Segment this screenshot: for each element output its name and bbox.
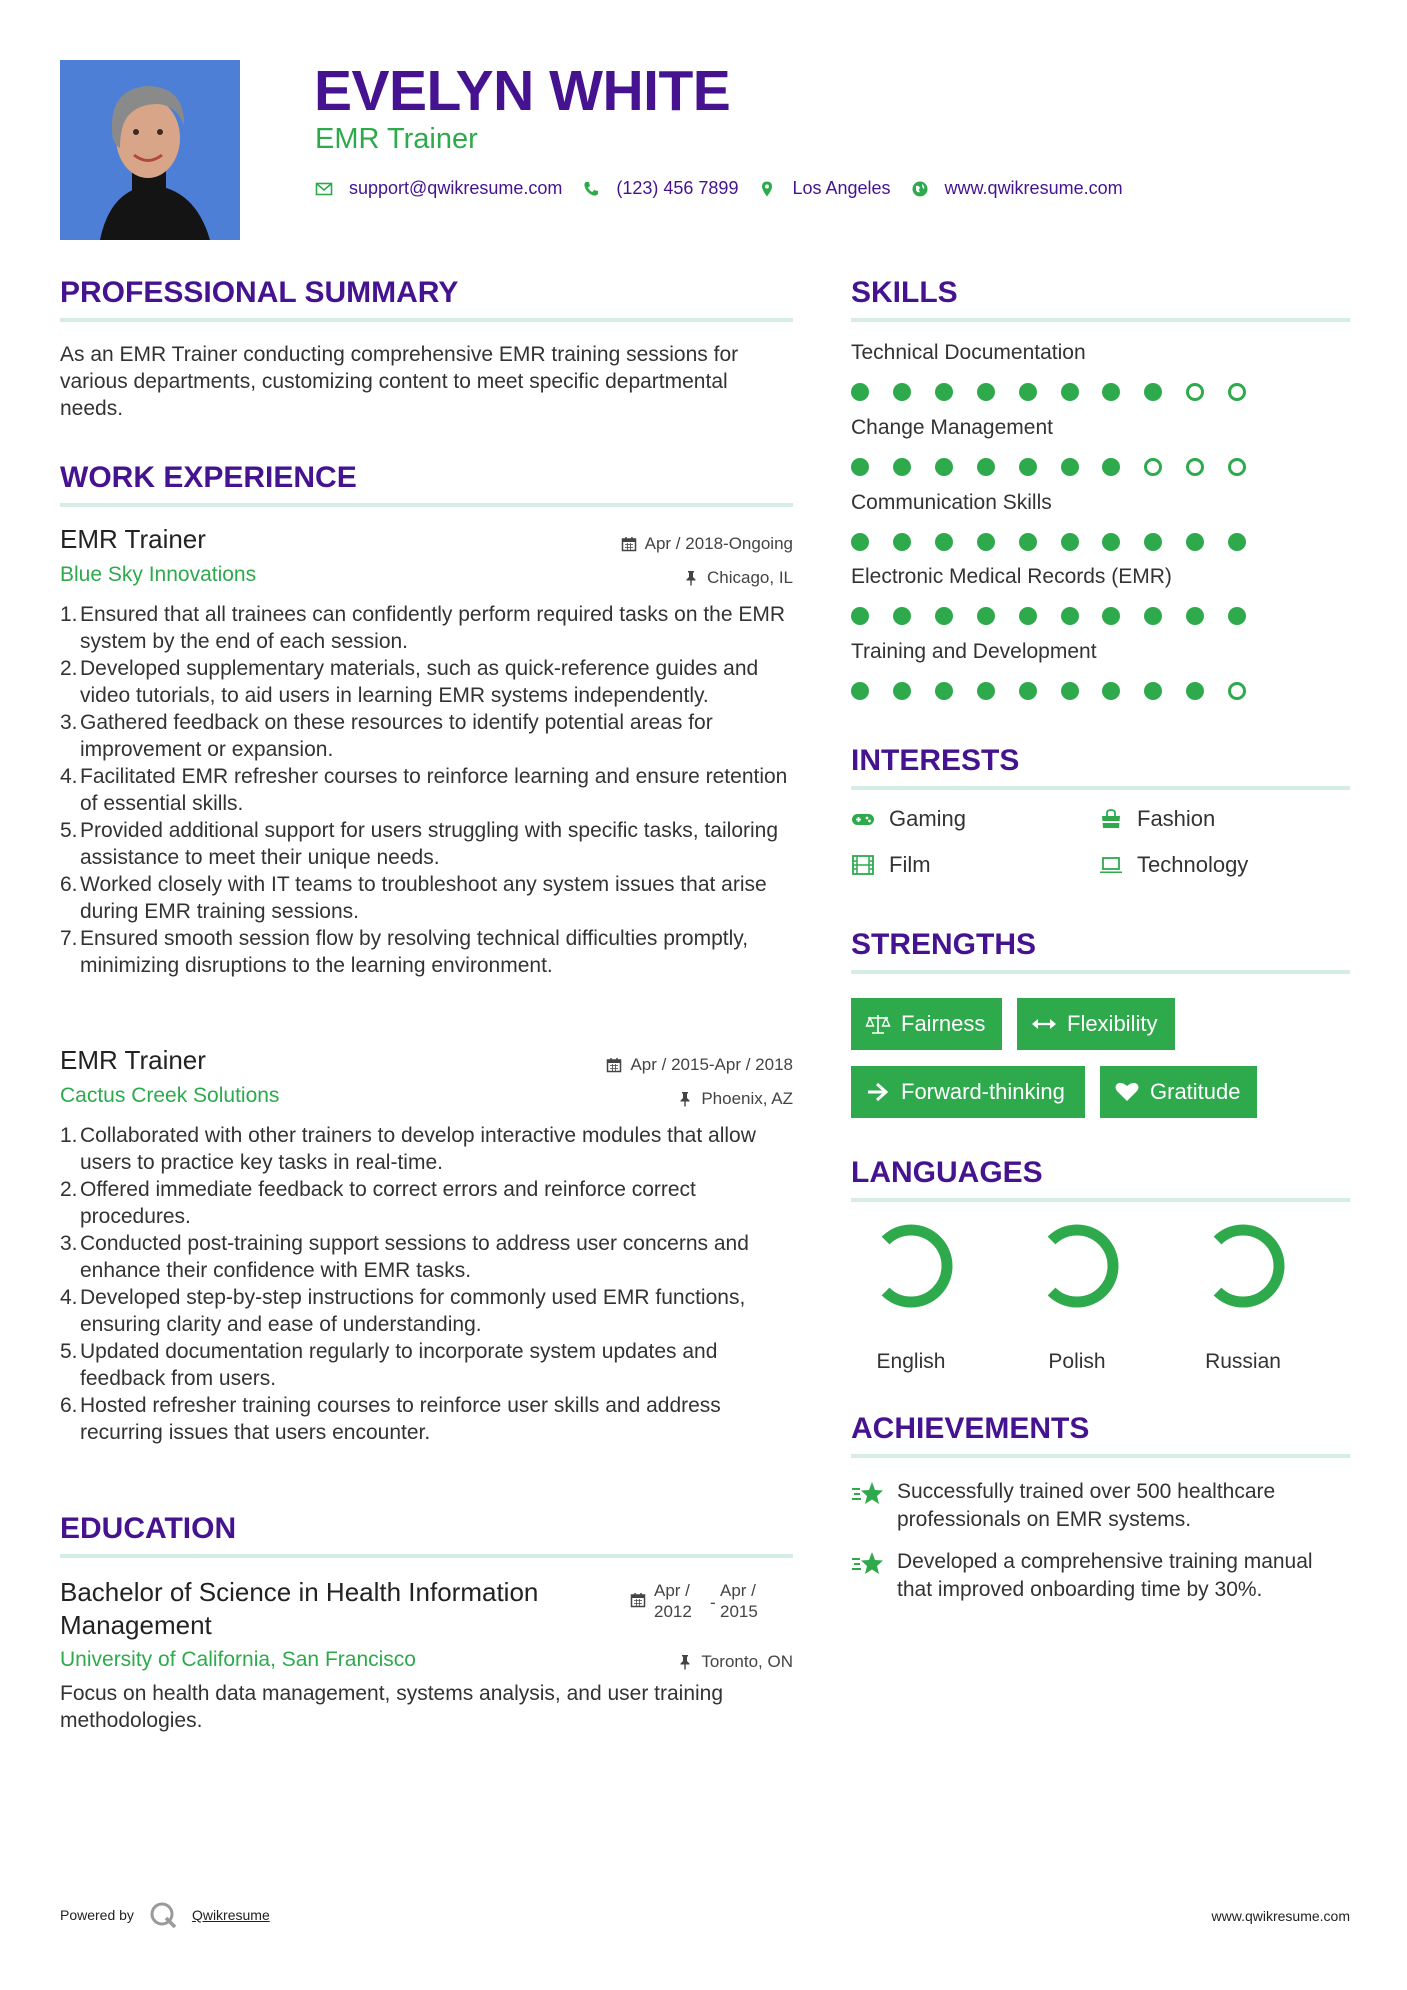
contact-website[interactable]: [911, 178, 1123, 199]
skill-dot-filled: [1019, 533, 1037, 551]
job-location-text: Chicago, IL: [707, 568, 793, 587]
skill-dot-filled: [1019, 458, 1037, 476]
pushpin-icon: [683, 570, 699, 586]
education-end: Apr / 2015: [720, 1581, 758, 1621]
skill-dot-filled: [1061, 682, 1079, 700]
list-item: 4. Developed step-by-step instructions for commonly used EMR functions, ensuring clarity and ease of understanding.: [60, 1286, 746, 1336]
skill-dot-filled: [977, 458, 995, 476]
strength-label: Fairness: [901, 1011, 986, 1036]
phone-icon: [582, 180, 600, 198]
summary-divider: [60, 318, 793, 322]
education-location-text: Toronto, ON: [701, 1652, 793, 1671]
skill-dot-filled: [1061, 533, 1079, 551]
skill-dot-empty: [1228, 682, 1246, 700]
interests-heading: INTERESTS: [851, 744, 1020, 777]
skill-dot-filled: [977, 383, 995, 401]
skill-rating: [851, 607, 1350, 627]
degree-title: Bachelor of Science in Health Information Management: [60, 1577, 539, 1640]
footer-url[interactable]: www.qwikresume.com: [1211, 1908, 1350, 1924]
qwikresume-logo-icon: [148, 1900, 178, 1930]
job-bullets: [60, 601, 793, 979]
skill-dot-filled: [1144, 533, 1162, 551]
job-location-text: Phoenix, AZ: [701, 1089, 793, 1108]
strength-label: Gratitude: [1150, 1079, 1241, 1104]
arrows-horizontal-icon: [1031, 1013, 1057, 1035]
skill-dot-filled: [893, 383, 911, 401]
list-item: 3. Gathered feedback on these resources to identify potential areas for improvement or expansion.: [60, 711, 713, 761]
email-text[interactable]: support@qwikresume.com: [349, 178, 563, 198]
skill-dot-filled: [977, 682, 995, 700]
calendar-icon: [621, 536, 637, 552]
interest-label: Gaming: [889, 806, 967, 831]
skill-dot-empty: [1186, 458, 1204, 476]
star-icon: [851, 1550, 885, 1578]
job-bullets: [60, 1122, 793, 1446]
languages-divider: [851, 1198, 1350, 1202]
job-dates-text: Apr / 2015-Apr / 2018: [630, 1055, 793, 1074]
work-heading: WORK EXPERIENCE: [60, 461, 357, 494]
interest-label: Fashion: [1137, 806, 1216, 831]
job-location: [683, 568, 793, 588]
skill-dot-filled: [935, 533, 953, 551]
skill-name: Technical Documentation: [851, 341, 1086, 364]
skill-name: Training and Development: [851, 640, 1097, 663]
skill-dot-filled: [1228, 533, 1246, 551]
skill-dot-filled: [1061, 458, 1079, 476]
job-title: EMR Trainer: [60, 524, 206, 554]
language-proficiency-ring: [851, 1222, 971, 1342]
skill-dot-filled: [893, 682, 911, 700]
footer-powered-by: [60, 1900, 270, 1930]
skills-divider: [851, 318, 1350, 322]
skill-dot-filled: [851, 458, 869, 476]
list-item: 5. Updated documentation regularly to incorporate system updates and feedback from users.: [60, 1340, 718, 1390]
skill-dot-filled: [893, 458, 911, 476]
contact-location: [758, 178, 890, 199]
strength-badge: [851, 1066, 1085, 1118]
heart-icon: [1114, 1081, 1140, 1103]
list-item: 1. Collaborated with other trainers to develop interactive modules that allow users to practice key tasks in real-time.: [60, 1124, 756, 1174]
achievements-heading: ACHIEVEMENTS: [851, 1412, 1090, 1445]
job-entry: [60, 524, 793, 1014]
interests-list: [851, 806, 1350, 906]
job-company: Blue Sky Innovations: [60, 563, 257, 586]
achievement-text: Successfully trained over 500 healthcare professionals on EMR systems.: [897, 1480, 1276, 1531]
skill-dot-filled: [1186, 607, 1204, 625]
brand-link[interactable]: Qwikresume: [191, 1907, 270, 1923]
language-name: English: [876, 1350, 946, 1373]
skill-dot-filled: [1144, 682, 1162, 700]
calendar-icon: [606, 1057, 622, 1073]
skill-dot-filled: [977, 607, 995, 625]
skill-rating: [851, 533, 1350, 553]
calendar-icon: [630, 1592, 646, 1608]
skills-heading: SKILLS: [851, 276, 958, 309]
skill-dot-filled: [1061, 383, 1079, 401]
skill-rating: [851, 682, 1350, 702]
strength-badge: [1100, 1066, 1257, 1118]
skill-dot-filled: [1019, 682, 1037, 700]
skill-dot-filled: [893, 533, 911, 551]
skill-dot-filled: [851, 682, 869, 700]
strength-label: Flexibility: [1067, 1011, 1158, 1036]
achievements-divider: [851, 1454, 1350, 1458]
list-item: 1. Ensured that all trainees can confidently perform required tasks on the EMR system by the end of each session.: [60, 603, 786, 653]
strength-label: Forward-thinking: [901, 1079, 1065, 1104]
job-title: EMR Trainer: [60, 1045, 206, 1075]
list-item: 2. Offered immediate feedback to correct errors and reinforce correct procedures.: [60, 1178, 696, 1228]
interests-divider: [851, 786, 1350, 790]
education-location: [677, 1652, 793, 1672]
strengths-divider: [851, 970, 1350, 974]
powered-by-text: Powered by: [60, 1907, 134, 1923]
contact-bar: [315, 178, 1143, 199]
summary-text: As an EMR Trainer conducting comprehensive EMR training sessions for various departments, customizing content to meet specific departmental needs.: [60, 343, 739, 420]
skill-dot-filled: [935, 383, 953, 401]
achievement-text: Developed a comprehensive training manual that improved onboarding time by 30%.: [897, 1550, 1313, 1601]
skill-dot-filled: [1102, 458, 1120, 476]
skill-dot-filled: [1186, 533, 1204, 551]
skill-dot-filled: [851, 533, 869, 551]
skill-dot-filled: [1061, 607, 1079, 625]
skill-dot-filled: [935, 682, 953, 700]
pushpin-icon: [677, 1091, 693, 1107]
education-divider: [60, 1554, 793, 1558]
education-dates: Apr / 2012 - Apr / 2015: [630, 1580, 776, 1622]
skill-dot-empty: [1186, 383, 1204, 401]
skill-rating: [851, 458, 1350, 478]
interest-item: [851, 852, 931, 878]
skill-dot-filled: [1144, 607, 1162, 625]
skill-item: [851, 640, 1350, 664]
list-item: 5. Provided additional support for users struggling with specific tasks, tailoring assistance to meet their unique needs.: [60, 819, 779, 869]
phone-text[interactable]: (123) 456 7899: [616, 178, 739, 198]
languages-heading: LANGUAGES: [851, 1156, 1043, 1189]
achievements-list: [851, 1478, 1350, 1658]
skill-dot-filled: [851, 607, 869, 625]
skill-item: [851, 491, 1350, 515]
balance-scale-icon: [865, 1013, 891, 1035]
interest-label: Film: [889, 852, 931, 877]
pushpin-icon: [677, 1654, 693, 1670]
job-location: [677, 1089, 793, 1109]
education-description: Focus on health data management, systems analysis, and user training methodologies.: [60, 1682, 724, 1732]
language-item: [1183, 1222, 1303, 1374]
skill-dot-filled: [1102, 383, 1120, 401]
language-proficiency-ring: [1017, 1222, 1137, 1342]
skill-dot-empty: [1228, 458, 1246, 476]
candidate-title: EMR Trainer: [315, 123, 478, 155]
globe-icon: [911, 180, 929, 198]
skill-dot-filled: [1102, 607, 1120, 625]
shopping-bag-icon: [1099, 808, 1123, 830]
interest-item: [851, 806, 966, 832]
star-icon: [851, 1480, 885, 1508]
interest-label: Technology: [1137, 852, 1249, 877]
skill-dot-filled: [1019, 607, 1037, 625]
skill-dot-filled: [1019, 383, 1037, 401]
job-dates-text: Apr / 2018-Ongoing: [644, 534, 793, 553]
language-item: [1017, 1222, 1137, 1374]
film-icon: [851, 854, 875, 876]
location-text: Los Angeles: [792, 178, 891, 198]
contact-phone[interactable]: [582, 178, 738, 199]
skill-dot-filled: [935, 458, 953, 476]
language-name: Russian: [1205, 1350, 1281, 1373]
laptop-icon: [1099, 854, 1123, 876]
skill-dot-filled: [1186, 682, 1204, 700]
list-item: 6. Worked closely with IT teams to troubleshoot any system issues that arise during EMR training sessions.: [60, 873, 767, 923]
profile-photo: [60, 60, 240, 240]
skill-name: Communication Skills: [851, 491, 1052, 514]
skill-name: Electronic Medical Records (EMR): [851, 565, 1172, 588]
skills-list: [851, 341, 1350, 711]
list-item: 7. Ensured smooth session flow by resolving technical difficulties promptly, minimizing disruptions to the learning environment.: [60, 927, 749, 977]
arrow-right-icon: [865, 1081, 891, 1103]
skill-dot-filled: [1102, 533, 1120, 551]
language-item: [851, 1222, 971, 1374]
list-item: 4. Facilitated EMR refresher courses to reinforce learning and ensure retention of essential skills.: [60, 765, 788, 815]
job-dates: [621, 534, 793, 554]
candidate-name: EVELYN WHITE: [314, 59, 731, 123]
summary-heading: PROFESSIONAL SUMMARY: [60, 276, 459, 309]
education-start: Apr / 2012: [654, 1581, 692, 1621]
envelope-icon: [315, 180, 333, 198]
website-text[interactable]: www.qwikresume.com: [944, 178, 1123, 198]
skill-dot-filled: [935, 607, 953, 625]
skill-dot-empty: [1144, 458, 1162, 476]
education-entry: [60, 1576, 793, 1756]
strength-badge: [1017, 998, 1175, 1050]
skill-dot-filled: [977, 533, 995, 551]
achievement-item: [851, 1548, 1350, 1604]
skill-item: [851, 416, 1350, 440]
skill-item: [851, 565, 1350, 589]
interest-item: [1099, 806, 1215, 832]
skill-item: [851, 341, 1350, 365]
education-heading: EDUCATION: [60, 1512, 237, 1545]
work-divider: [60, 503, 793, 507]
strength-badge: [851, 998, 1002, 1050]
list-item: 3. Conducted post-training support sessions to address user concerns and enhance their confidence with EMR tasks.: [60, 1232, 749, 1282]
contact-email[interactable]: [315, 178, 562, 199]
job-dates: [606, 1055, 793, 1075]
skill-dot-filled: [1102, 682, 1120, 700]
skill-dot-filled: [893, 607, 911, 625]
list-item: 6. Hosted refresher training courses to reinforce user skills and address recurring issues that users encounter.: [60, 1394, 721, 1444]
skill-dot-filled: [1144, 383, 1162, 401]
interest-item: [1099, 852, 1248, 878]
skill-name: Change Management: [851, 416, 1053, 439]
skill-dot-filled: [851, 383, 869, 401]
achievement-item: [851, 1478, 1350, 1534]
map-marker-icon: [758, 180, 776, 198]
language-proficiency-ring: [1183, 1222, 1303, 1342]
language-name: Polish: [1048, 1350, 1106, 1373]
strengths-heading: STRENGTHS: [851, 928, 1037, 961]
job-entry: [60, 1045, 793, 1465]
school-name: University of California, San Francisco: [60, 1648, 416, 1671]
skill-rating: [851, 383, 1350, 403]
list-item: 2. Developed supplementary materials, such as quick-reference guides and video tutorials, to aid users in learning EMR systems independently.: [60, 657, 759, 707]
skill-dot-filled: [1228, 607, 1246, 625]
job-company: Cactus Creek Solutions: [60, 1084, 280, 1107]
gamepad-icon: [851, 808, 875, 830]
skill-dot-empty: [1228, 383, 1246, 401]
